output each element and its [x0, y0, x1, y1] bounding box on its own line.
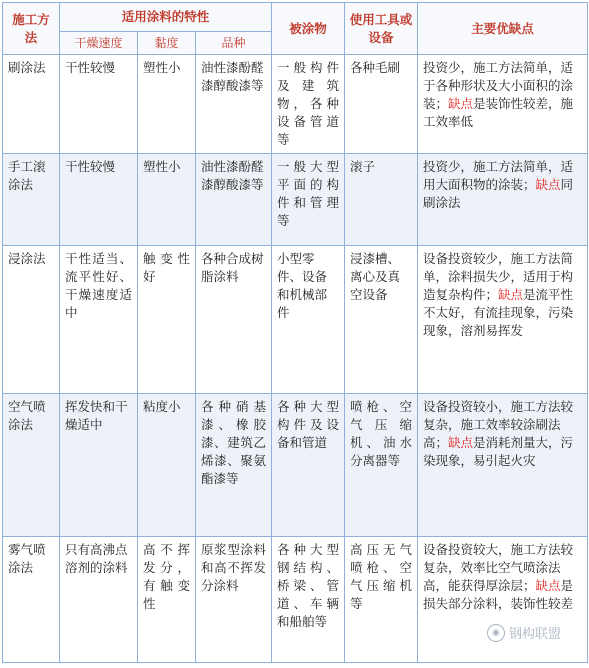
- header-variety: 品种: [196, 32, 272, 55]
- header-viscosity: 黏度: [138, 32, 196, 55]
- watermark-text: 钢构联盟: [509, 623, 561, 642]
- header-drying: 干燥速度: [60, 32, 138, 55]
- cell-pros-cons: [418, 55, 588, 154]
- cell-drying: 干性较慢: [60, 55, 138, 154]
- cell-variety: 油性漆酚醛漆醇酸漆等: [196, 55, 272, 154]
- cell-variety: 各种合成树脂涂料: [196, 246, 272, 394]
- cell-tools: 高压无气喷枪、空气压缩机等: [345, 537, 418, 663]
- header-object: 被涂物: [272, 3, 345, 55]
- cons-text: 是消耗剂量大，污染现象，易引起火灾: [423, 435, 573, 468]
- cell-object: 一般构件及建筑物，各种设备管道等: [272, 55, 345, 154]
- cell-pros-cons: [418, 154, 588, 246]
- header-properties: 适用涂料的特性: [60, 3, 272, 32]
- cell-object: 小型零件、设备和机械部件: [272, 246, 345, 394]
- cell-viscosity: 高不挥发分，有触变性: [138, 537, 196, 663]
- cons-text: 同刷涂法: [423, 177, 573, 210]
- cell-method: 手工滚涂法: [3, 154, 60, 246]
- header-pros-cons: 主要优缺点: [418, 3, 588, 55]
- cell-method: 浸涂法: [3, 246, 60, 394]
- pros-text: 设备投资较少，施工方法简单，涂料损失少，适用于构造复杂构件；: [423, 251, 573, 302]
- cell-method: 空气喷涂法: [3, 394, 60, 537]
- cell-tools: 各种毛刷: [345, 55, 418, 154]
- cell-object: 一般大型平面的构件和管理等: [272, 154, 345, 246]
- watermark: [487, 623, 561, 642]
- defect-label: 缺点: [448, 96, 473, 111]
- watermark-logo-icon: ◉: [487, 624, 505, 642]
- cell-pros-cons: [418, 246, 588, 394]
- pros-text: 设备投资较小，施工方法较复杂，施工效率较涂刷法高；: [423, 399, 573, 450]
- defect-label: 缺点: [498, 287, 523, 302]
- cell-viscosity: 触变性好: [138, 246, 196, 394]
- cell-variety: 原浆型涂料和高不挥发分涂料: [196, 537, 272, 663]
- table-row: [3, 154, 588, 246]
- cell-tools: 喷枪、空气压缩机、油水分离器等: [345, 394, 418, 537]
- defect-label: 缺点: [536, 578, 561, 593]
- defect-label: 缺点: [448, 435, 473, 450]
- cell-object: 各种大型钢结构、桥梁、管道、车辆和船舶等: [272, 537, 345, 663]
- header-tools: 使用工具或设备: [345, 3, 418, 55]
- cell-variety: 油性漆酚醛漆醇酸漆等: [196, 154, 272, 246]
- cell-drying: 只有高沸点溶剂的涂料: [60, 537, 138, 663]
- cell-pros-cons: [418, 537, 588, 663]
- cell-drying: 干性较慢: [60, 154, 138, 246]
- cons-text: 是装饰性较差，施工效率低: [423, 96, 573, 129]
- cell-drying: 干性适当、流平性好、干燥速度适中: [60, 246, 138, 394]
- cell-pros-cons: [418, 394, 588, 537]
- cons-text: 是损失部分涂料，装饰性较差: [423, 578, 573, 611]
- pros-text: 设备投资较大，施工方法较复杂，效率比空气喷涂法高，能获得厚涂层；: [423, 542, 573, 593]
- table-row: [3, 394, 588, 537]
- cell-method: 刷涂法: [3, 55, 60, 154]
- table-row: [3, 246, 588, 394]
- pros-text: 投资少，施工方法简单，适用大面积物的涂装；: [423, 159, 573, 192]
- pros-text: 投资少，施工方法简单，适于各种形状及大小面积的涂装；: [423, 60, 573, 111]
- cons-text: 是流平性不太好，有流挂现象，污染现象，溶剂易挥发: [423, 287, 573, 338]
- cell-drying: 挥发快和干燥适中: [60, 394, 138, 537]
- coating-methods-table: [2, 2, 588, 663]
- cell-viscosity: 塑性小: [138, 154, 196, 246]
- cell-object: 各种大型构件及设备和管道: [272, 394, 345, 537]
- header-method: 施工方法: [3, 3, 60, 55]
- cell-method: 雾气喷涂法: [3, 537, 60, 663]
- cell-tools: 浸漆槽、离心及真空设备: [345, 246, 418, 394]
- cell-tools: 滚子: [345, 154, 418, 246]
- cell-viscosity: 塑性小: [138, 55, 196, 154]
- header-row: [3, 3, 588, 32]
- cell-viscosity: 粘度小: [138, 394, 196, 537]
- table-row: [3, 55, 588, 154]
- cell-variety: 各种硝基漆、橡胶漆、建筑乙烯漆、聚氨酯漆等: [196, 394, 272, 537]
- defect-label: 缺点: [536, 177, 561, 192]
- table-row: [3, 537, 588, 663]
